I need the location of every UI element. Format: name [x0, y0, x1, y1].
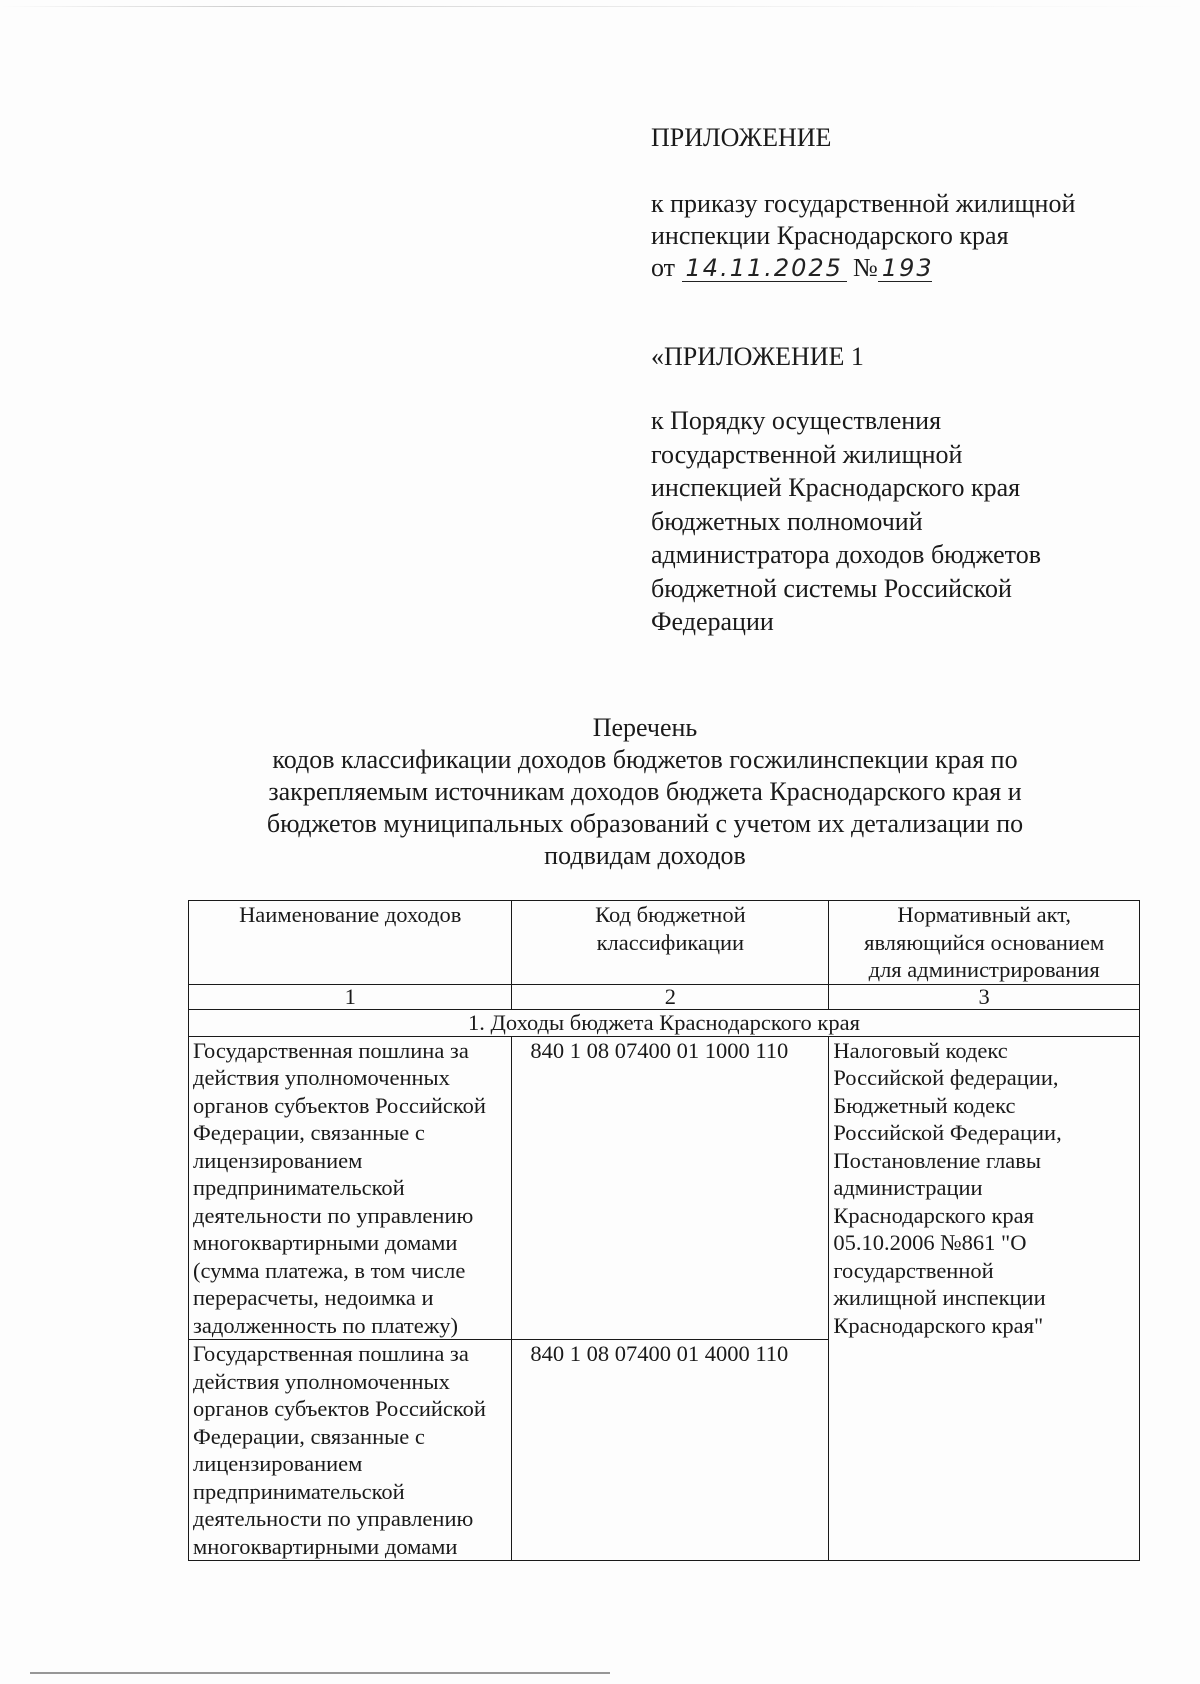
income-name-cell: Государственная пошлина за действия уполномоченных органов субъектов Российской Федерации, связанные с лицензированием предпринимательской деятельности по управлению многоквартирными домами (сумма платежа, в том числе перерасчеты, недоимка и задолженность по платежу)	[189, 1036, 512, 1340]
appendix-line: инспекцией Краснодарского края	[651, 473, 1021, 502]
list-title-line: кодов классификации доходов бюджетов госжилинспекции края по	[272, 745, 1018, 774]
appendix-line: бюджетных полномочий	[651, 506, 923, 536]
budget-code-cell: 840 1 08 07400 01 4000 110	[512, 1340, 829, 1561]
income-codes-table	[188, 900, 1140, 1561]
section-title: 1. Доходы бюджета Краснодарского края	[189, 1009, 1140, 1036]
list-title-line: бюджетов муниципальных образований с учетом их детализации по	[266, 809, 1024, 838]
scan-edge-bottom	[30, 1672, 610, 1674]
header-cell-legal-act: Нормативный акт, являющийся основанием для администрирования	[829, 901, 1140, 985]
appendix-line: Федерации	[651, 607, 774, 636]
appendix-line: администратора доходов бюджетов	[651, 540, 1041, 569]
header-cell-income-name: Наименование доходов	[189, 901, 512, 985]
column-number-row	[189, 984, 1140, 1009]
table-header-row	[189, 901, 1140, 985]
column-number: 1	[189, 984, 512, 1009]
list-title-line: закрепляемым источникам доходов бюджета Краснодарского края и	[268, 777, 1022, 806]
header-subtitle-line: инспекции Краснодарского края	[651, 221, 1009, 250]
list-title-line: Перечень	[592, 713, 698, 742]
list-title-line: подвидам доходов	[544, 841, 746, 870]
date-prefix: от	[651, 253, 676, 282]
table-row	[189, 1036, 1140, 1340]
list-title	[190, 712, 1100, 872]
handwritten-date: 14.11.2025	[682, 255, 847, 282]
header-date-line	[651, 252, 1171, 284]
header-title: ПРИЛОЖЕНИЕ	[651, 123, 832, 152]
handwritten-number: 193	[878, 255, 932, 282]
header-subtitle	[651, 188, 1171, 284]
appendix-line: бюджетной системы Российской	[651, 573, 1012, 603]
header-cell-budget-code: Код бюджетной классификации	[512, 901, 829, 985]
section-row	[189, 1009, 1140, 1036]
column-number: 2	[512, 984, 829, 1009]
legal-basis-cell: Налоговый кодекс Российской федерации, Бюджетный кодекс Российской Федерации, Постановление главы администрации Краснодарского края 05.10.2006 №861 "О государственной жилищной инспекции Краснодарского края"	[829, 1036, 1140, 1561]
header-subtitle-line: к приказу государственной жилищной	[651, 189, 1076, 218]
appendix-title: «ПРИЛОЖЕНИЕ 1	[651, 342, 864, 371]
column-number: 3	[829, 984, 1140, 1009]
appendix-line: государственной жилищной	[651, 439, 963, 469]
appendix-text	[651, 404, 1171, 639]
budget-code-cell: 840 1 08 07400 01 1000 110	[512, 1036, 829, 1340]
appendix-line: к Порядку осуществления	[651, 406, 942, 435]
income-name-cell: Государственная пошлина за действия уполномоченных органов субъектов Российской Федерации, связанные с лицензированием предпринимательской деятельности по управлению многоквартирными домами	[189, 1340, 512, 1561]
scan-edge-top	[0, 6, 1200, 7]
number-sign: №	[853, 253, 878, 282]
